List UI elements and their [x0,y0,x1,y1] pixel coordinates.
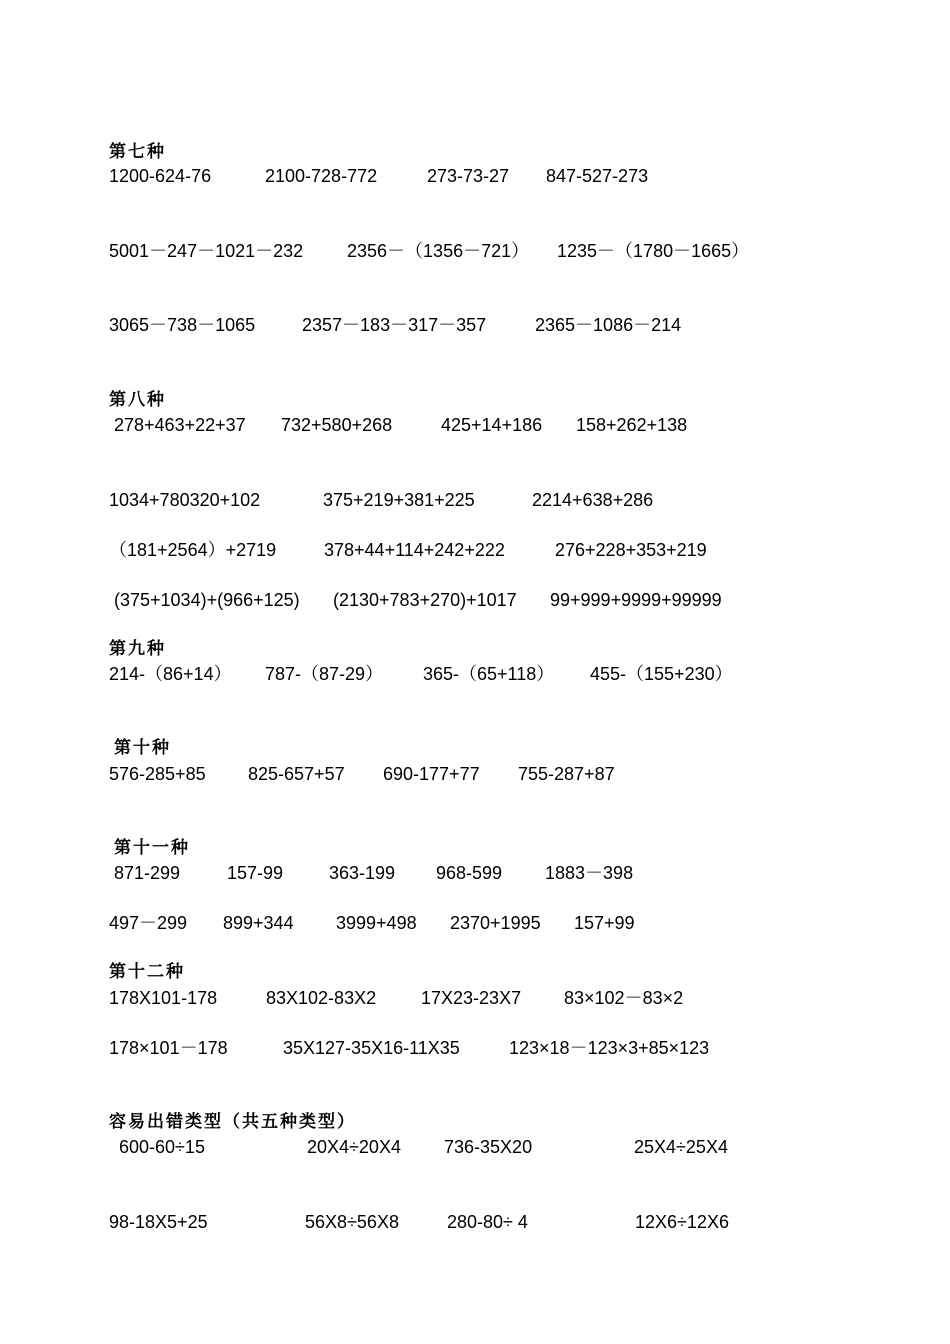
exercise-row [0,987,950,1009]
exercise: 276+228+353+219 [555,540,707,560]
exercise: 158+262+138 [576,415,688,435]
exercise: 280-80÷ 4 [447,1212,528,1232]
section-title-10: 第十种 [114,738,171,758]
exercise-row [0,763,950,785]
exercise-row [0,1136,950,1158]
exercise-row [0,1037,950,1059]
section-title-9: 第九种 [109,639,166,659]
section-title-11: 第十一种 [114,838,190,858]
exercise: 99+999+9999+99999 [550,590,722,610]
exercise: 787-（87-29） [265,664,384,684]
exercise-row [0,589,950,611]
exercise: 736-35X20 [444,1137,533,1157]
exercise: 2370+1995 [450,913,541,933]
section-title-12: 第十二种 [109,962,185,982]
exercise: 2365－1086－214 [535,315,682,335]
exercise-row [0,240,950,262]
exercise: 123×18－123×3+85×123 [509,1038,710,1058]
exercise: 157-99 [227,863,284,883]
section-title-7: 第七种 [109,142,166,162]
exercise: 3065－738－1065 [109,315,256,335]
exercise: 35X127-35X16-11X35 [283,1038,460,1058]
exercise: 2356－（1356－721） [347,241,530,261]
exercise-row [0,314,950,336]
exercise: 378+44+114+242+222 [324,540,505,560]
exercise: 214-（86+14） [109,664,232,684]
exercise: 2214+638+286 [532,490,654,510]
exercise: 56X8÷56X8 [305,1212,399,1232]
exercise: 98-18X5+25 [109,1212,208,1232]
exercise-row [0,539,950,561]
exercise-row [0,663,950,685]
exercise: 425+14+186 [441,415,543,435]
exercise-row [0,862,950,884]
exercise: 157+99 [574,913,635,933]
exercise: 83X102-83X2 [266,988,377,1008]
exercise-row [0,165,950,187]
exercise: 825-657+57 [248,764,345,784]
exercise: 278+463+22+37 [114,415,246,435]
exercise: 1235－（1780－1665） [557,241,750,261]
exercise: 12X6÷12X6 [635,1212,729,1232]
exercise: 455-（155+230） [590,664,733,684]
exercise: 1200-624-76 [109,166,212,186]
exercise: (2130+783+270)+1017 [333,590,517,610]
exercise: 178×101－178 [109,1038,228,1058]
exercise-row [0,414,950,436]
exercise: 25X4÷25X4 [634,1137,728,1157]
exercise: 178X101-178 [109,988,218,1008]
exercise: 899+344 [223,913,294,933]
exercise: 363-199 [329,863,396,883]
exercise: 3999+498 [336,913,417,933]
exercise: 5001－247－1021－232 [109,241,304,261]
exercise: 2100-728-772 [265,166,378,186]
exercise: 365-（65+118） [423,664,555,684]
exercise: 732+580+268 [281,415,393,435]
exercise: 871-299 [114,863,181,883]
exercise: 17X23-23X7 [421,988,522,1008]
exercise: 273-73-27 [427,166,510,186]
exercise-row [0,912,950,934]
exercise: 968-599 [436,863,503,883]
exercise: 690-177+77 [383,764,480,784]
exercise: （181+2564）+2719 [109,540,277,560]
exercise-row [0,1211,950,1233]
exercise: 1883－398 [545,863,634,883]
exercise: 576-285+85 [109,764,206,784]
exercise: 847-527-273 [546,166,649,186]
exercise: 375+219+381+225 [323,490,475,510]
exercise: 83×102－83×2 [564,988,684,1008]
exercise: 497－299 [109,913,188,933]
exercise-row [0,489,950,511]
exercise: (375+1034)+(966+125) [114,590,300,610]
exercise: 600-60÷15 [119,1137,205,1157]
exercise: 1034+780320+102 [109,490,261,510]
exercise: 755-287+87 [518,764,615,784]
section-title-8: 第八种 [109,390,166,410]
exercise: 20X4÷20X4 [307,1137,401,1157]
section-title-error-prone: 容易出错类型（共五种类型） [109,1112,356,1132]
exercise: 2357－183－317－357 [302,315,487,335]
